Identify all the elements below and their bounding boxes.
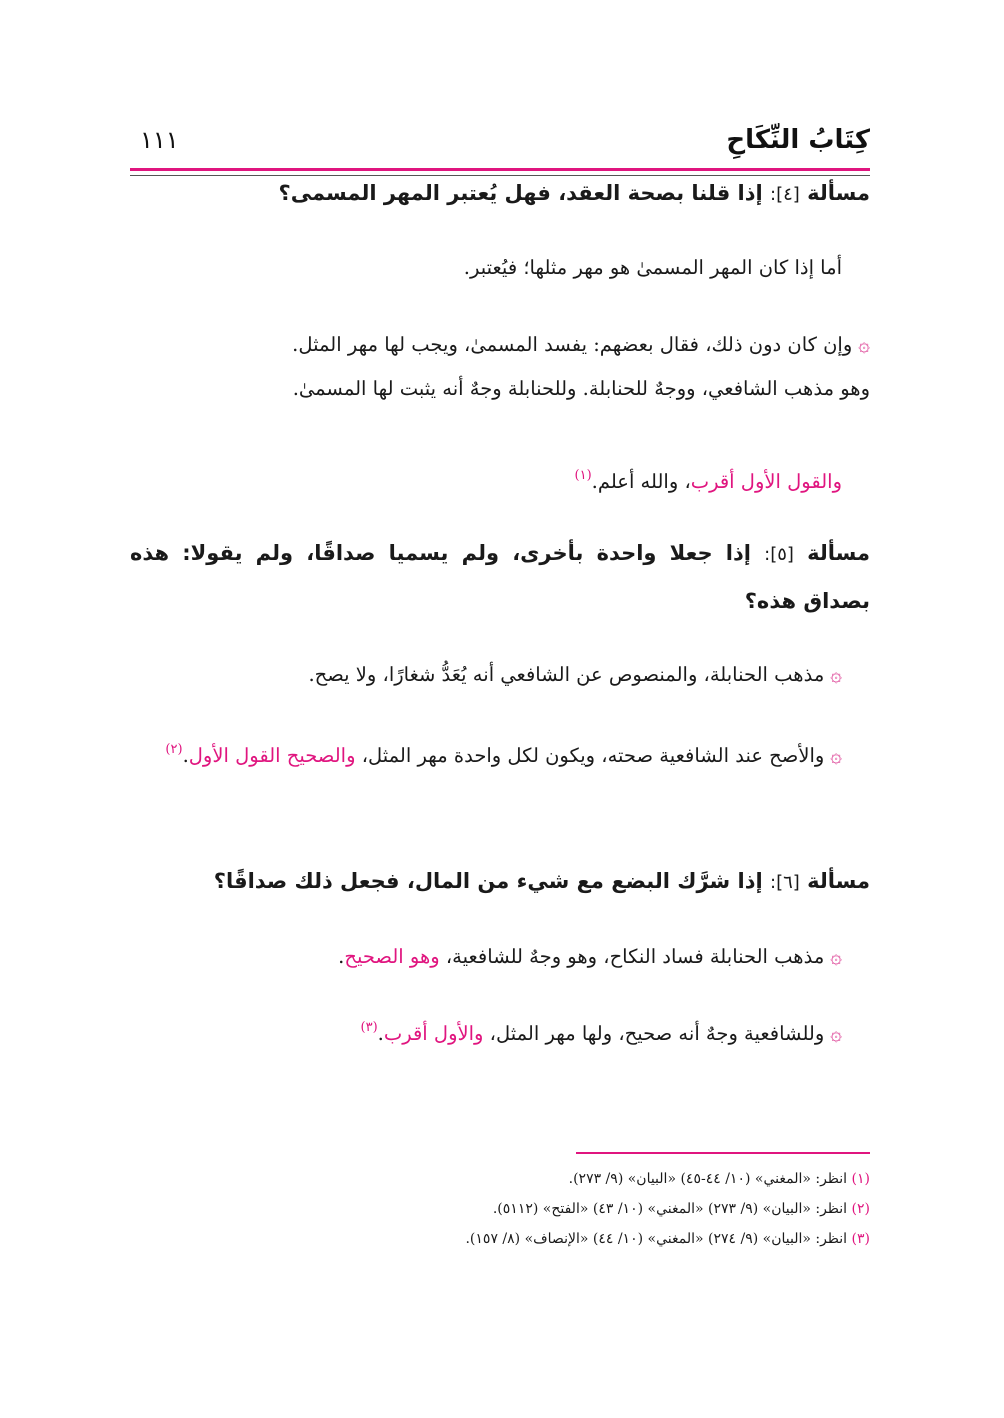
footnote-separator: [576, 1152, 870, 1154]
question-heading: مسألة [٦]: إذا شرَّك البضع مع شيء من المال، فجعل ذلك صداقًا؟: [213, 869, 870, 893]
page-number: ١١١: [140, 126, 179, 154]
paragraph: [130, 322, 870, 411]
paragraph-text: ۞وإن كان دون ذلك، فقال بعضهم: يفسد المسمىٰ، ويجب لها مهر المثل.: [292, 332, 870, 356]
ornament-icon: ۞: [830, 743, 842, 767]
paragraph: [130, 934, 870, 979]
paragraph-text: ۞وللشافعية وجهٌ أنه صحيح، ولها مهر المثل، والأول أقرب.$^{(٣)}$: [360, 1020, 842, 1045]
question-4: [130, 170, 870, 218]
page: [130, 120, 871, 1247]
footnotes: [130, 1164, 870, 1254]
ornament-icon: ۞: [830, 662, 842, 686]
ornament-icon: ۞: [830, 1021, 842, 1045]
question-6: [130, 858, 870, 906]
footnote-ref[interactable]: (٢): [165, 742, 183, 757]
footnote-ref[interactable]: (١): [574, 468, 592, 483]
paragraph-text: ۞مذهب الحنابلة فساد النكاح، وهو وجهٌ للشافعية، وهو الصحيح.: [338, 944, 842, 968]
paragraph: [130, 1006, 870, 1056]
question-heading: مسألة [٥]: إذا جعلا واحدة بأخرى، ولم يسميا صداقًا، ولم يقولا: هذه بصداق هذه؟: [130, 541, 871, 613]
paragraph: [130, 652, 870, 697]
paragraph-text: أما إذا كان المهر المسمىٰ هو مهر مثلها؛ فيُعتبر.: [463, 256, 842, 279]
ornament-icon: ۞: [858, 332, 870, 356]
footnote: (٣) انظر: «البيان» (٩/ ٢٧٤) «المغني» (١٠/ ٤٤) «الإنصاف» (٨/ ١٥٧).: [465, 1231, 870, 1247]
footnote: (٢) انظر: «البيان» (٩/ ٢٧٣) «المغني» (١٠/ ٤٣) «الفتح» (٥١١٢).: [492, 1201, 870, 1217]
paragraph: [130, 246, 870, 290]
paragraph: [130, 728, 870, 778]
footnote: (١) انظر: «المغني» (١٠/ ٤٤-٤٥) «البيان» (٩/ ٢٧٣).: [568, 1171, 870, 1187]
paragraph-text: وهو مذهب الشافعي، ووجهٌ للحنابلة. وللحنابلة وجهٌ أنه يثبت لها المسمىٰ.: [292, 377, 870, 400]
question-heading: مسألة [٤]: إذا قلنا بصحة العقد، فهل يُعتبر المهر المسمى؟: [278, 181, 870, 205]
paragraph-text: ۞والأصح عند الشافعية صحته، ويكون لكل واحدة مهر المثل، والصحيح القول الأول.$^{(٢)}$: [165, 742, 842, 767]
page-header: [130, 120, 870, 164]
ornament-icon: ۞: [830, 944, 842, 968]
paragraph: [130, 454, 870, 504]
paragraph-text: والقول الأول أقرب، والله أعلم.$^{(١)}$: [574, 468, 842, 493]
question-5: [130, 530, 870, 624]
paragraph-text: ۞مذهب الحنابلة، والمنصوص عن الشافعي أنه يُعَدُّ شغارًا، ولا يصح.: [308, 662, 842, 686]
footnote-ref[interactable]: (٣): [360, 1020, 378, 1035]
book-title: كِتَابُ النِّكَاحِ: [726, 125, 870, 155]
